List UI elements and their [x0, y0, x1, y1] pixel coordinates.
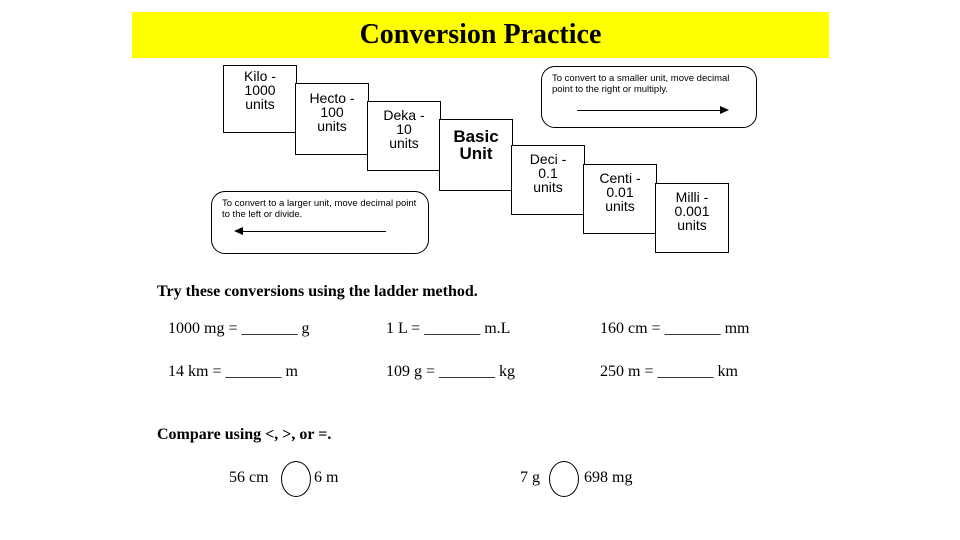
step-value: 1000 — [244, 82, 276, 98]
ladder-step-milli — [655, 183, 729, 253]
compare-circle — [549, 461, 579, 497]
step-units: units — [605, 198, 635, 214]
step-value: 0.01 — [606, 184, 634, 200]
step-name: Kilo - — [244, 68, 276, 84]
smaller-unit-note — [541, 66, 757, 128]
ladder-step-hecto — [295, 83, 369, 155]
ladder-step-deci — [511, 145, 585, 215]
compare-left-value: 56 cm — [229, 469, 269, 486]
larger-unit-note — [211, 191, 429, 254]
larger-unit-note-text: To convert to a larger unit, move decimal point to the left or divide. — [222, 198, 417, 221]
step-name: Deci - — [529, 151, 567, 167]
page-title: Conversion Practice — [359, 19, 602, 50]
step-units: units — [677, 217, 707, 233]
ladder-step-kilo — [223, 65, 297, 133]
step-units: units — [533, 179, 563, 195]
practice-item: 109 g = _______ kg — [386, 363, 516, 380]
practice-item: 1000 mg = _______ g — [168, 320, 310, 337]
step-units: Unit — [459, 144, 493, 163]
step-value: 0.001 — [674, 203, 710, 219]
practice-heading: Try these conversions using the ladder method. — [157, 283, 478, 300]
step-value: 100 — [320, 104, 344, 120]
arrow-right-icon — [577, 110, 727, 111]
practice-item: 14 km = _______ m — [168, 363, 298, 380]
step-name: Centi - — [599, 170, 641, 186]
step-name: Deka - — [383, 107, 425, 123]
step-units: units — [317, 118, 347, 134]
step-units: units — [389, 135, 419, 151]
ladder-step-deka — [367, 101, 441, 171]
compare-left-value: 7 g — [520, 469, 540, 486]
compare-right-value: 6 m — [314, 469, 339, 486]
compare-heading: Compare using <, >, or =. — [157, 426, 332, 443]
practice-item: 250 m = _______ km — [600, 363, 738, 380]
smaller-unit-note-text: To convert to a smaller unit, move decimal point to the right or multiply. — [552, 73, 730, 96]
step-value: 0.1 — [538, 165, 558, 181]
step-value: 10 — [396, 121, 412, 137]
arrow-left-icon — [236, 231, 386, 232]
step-name: Hecto - — [309, 90, 355, 106]
ladder-step-basic — [439, 119, 513, 191]
step-name: Milli - — [675, 189, 709, 205]
compare-circle — [281, 461, 311, 497]
compare-right-value: 698 mg — [584, 469, 633, 486]
ladder-step-centi — [583, 164, 657, 234]
step-units: units — [245, 96, 275, 112]
practice-item: 1 L = _______ m.L — [386, 320, 511, 337]
practice-item: 160 cm = _______ mm — [600, 320, 750, 337]
step-name: Basic — [453, 127, 499, 146]
